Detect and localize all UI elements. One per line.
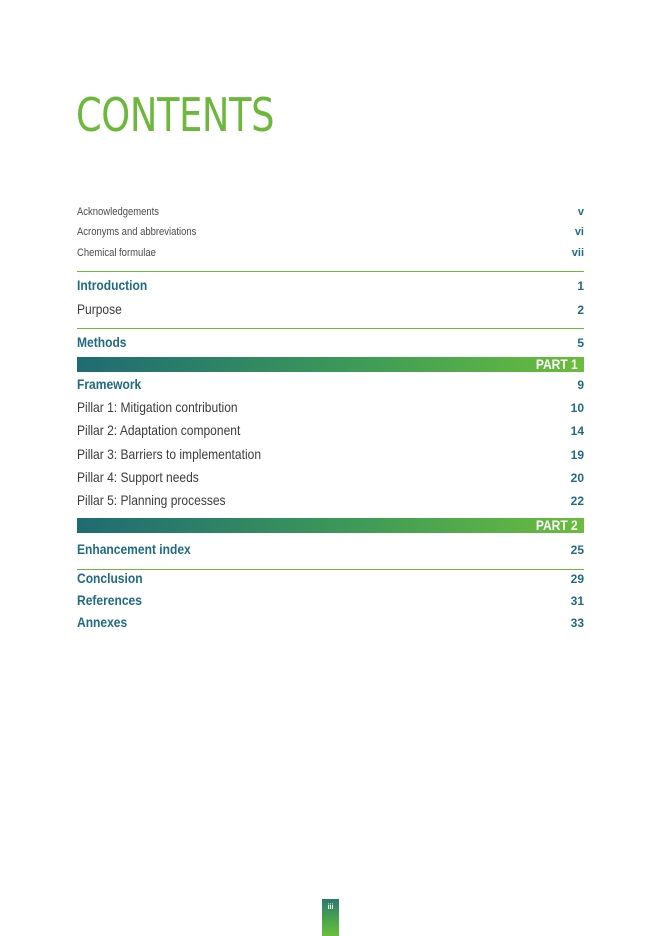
toc-entry-label: Introduction [77,277,148,293]
section-divider [77,328,584,329]
toc-entry-pillar-1[interactable] [77,399,584,415]
toc-entry-page: vi [574,226,584,238]
page-title: CONTENTS [76,88,275,142]
toc-entry-label: Methods [77,334,127,350]
toc-entry-label: Acknowledgements [77,206,160,218]
part-1-banner [77,357,584,372]
toc-entry-page: 1 [577,279,584,293]
toc-entry-acronyms[interactable] [77,226,584,238]
toc-entry-page: 5 [577,336,584,350]
toc-entry-page: 2 [577,303,584,317]
toc-entry-pillar-2[interactable] [77,422,584,438]
toc-entry-label: Pillar 1: Mitigation contribution [77,399,238,415]
toc-entry-label: Chemical formulae [77,247,156,259]
section-divider [77,271,584,272]
toc-entry-page: 33 [570,616,584,630]
toc-entry-page: 29 [570,572,584,586]
page-number: iii [327,904,334,911]
toc-entry-page: 19 [570,448,584,462]
toc-entry-pillar-4[interactable] [77,469,584,485]
toc-entry-pillar-5[interactable] [77,492,584,508]
toc-entry-conclusion[interactable] [77,570,584,586]
toc-entry-pillar-3[interactable] [77,446,584,462]
toc-entry-page: 25 [570,543,584,557]
toc-entry-label: Annexes [77,614,128,630]
toc-entry-annexes[interactable] [77,614,584,630]
toc-entry-label: Enhancement index [77,541,191,557]
toc-entry-page: 22 [570,494,584,508]
toc-entry-page: 31 [570,594,584,608]
toc-entry-label: Acronyms and abbreviations [77,226,197,238]
toc-entry-framework[interactable] [77,376,584,392]
toc-entry-enhancement-index[interactable] [77,541,584,557]
part-2-banner [77,518,584,533]
part-1-label: PART 1 [536,356,578,372]
page-number-tab [322,899,339,936]
toc-entry-methods[interactable] [77,334,584,350]
toc-entry-references[interactable] [77,592,584,608]
toc-entry-page: 20 [570,471,584,485]
toc-entry-label: Purpose [77,301,122,317]
toc-entry-chemical-formulae[interactable] [77,247,584,259]
toc-entry-page: v [577,206,584,218]
part-2-label: PART 2 [536,517,578,533]
toc-entry-label: References [77,592,142,608]
toc-entry-acknowledgements[interactable] [77,206,584,218]
toc-entry-label: Pillar 4: Support needs [77,469,199,485]
toc-entry-label: Pillar 3: Barriers to implementation [77,446,262,462]
toc-entry-label: Framework [77,376,142,392]
toc-entry-page: vii [571,247,584,259]
toc-entry-page: 10 [570,401,584,415]
toc-entry-page: 14 [570,424,584,438]
toc-entry-label: Pillar 2: Adaptation component [77,422,241,438]
toc-entry-purpose[interactable] [77,301,584,317]
toc-entry-introduction[interactable] [77,277,584,293]
toc-entry-page: 9 [577,378,584,392]
toc-entry-label: Conclusion [77,570,143,586]
toc-entry-label: Pillar 5: Planning processes [77,492,226,508]
